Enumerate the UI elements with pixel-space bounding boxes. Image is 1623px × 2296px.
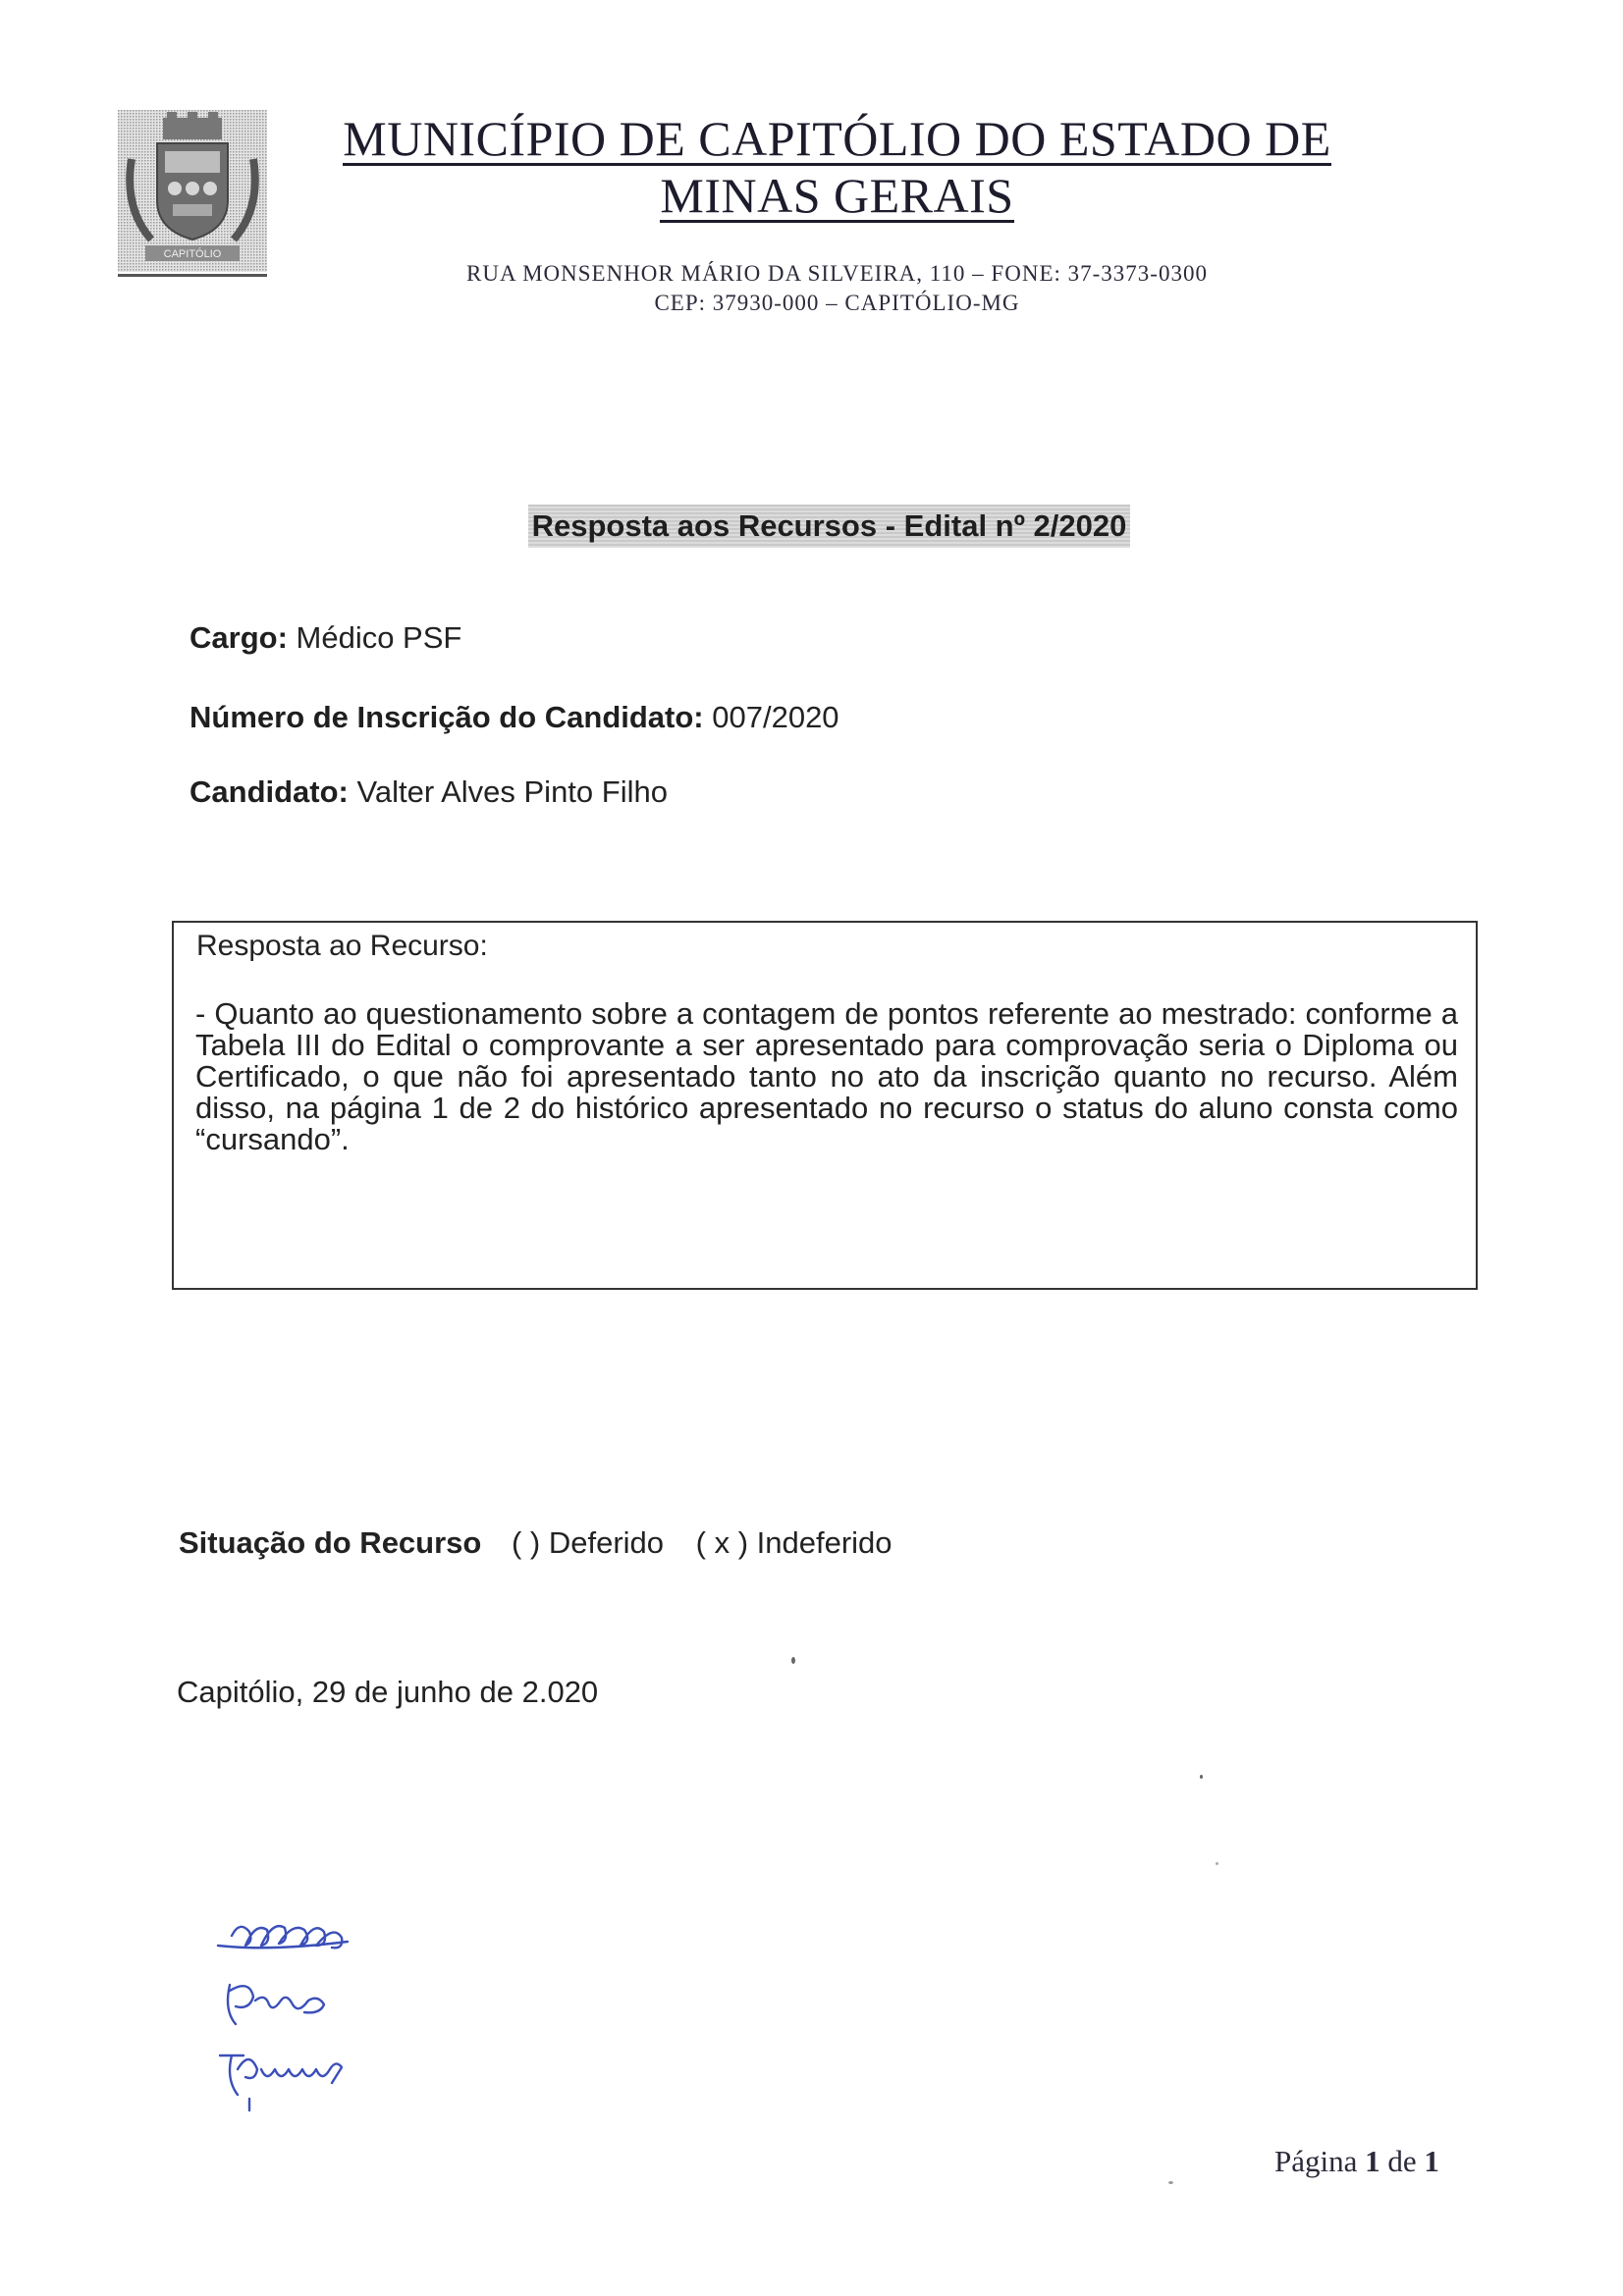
address-line-2: CEP: 37930-000 – CAPITÓLIO-MG <box>654 291 1020 315</box>
inscricao-value: 007/2020 <box>712 700 839 734</box>
title-line-2: MINAS GERAIS <box>660 168 1014 223</box>
page-footer <box>1274 2142 1439 2181</box>
page-current: 1 <box>1365 2144 1380 2178</box>
title-line-1: MUNICÍPIO DE CAPITÓLIO DO ESTADO DE <box>343 111 1331 166</box>
scan-speck <box>1168 2181 1173 2184</box>
document-heading-row <box>0 505 1623 548</box>
municipal-crest-logo <box>118 110 267 272</box>
cargo-field <box>189 618 461 658</box>
situacao-label: Situação do Recurso <box>179 1525 482 1560</box>
handwritten-signatures <box>210 1902 406 2138</box>
response-box <box>172 921 1478 1290</box>
page-of: de <box>1387 2144 1417 2178</box>
page-word: Página <box>1274 2144 1358 2178</box>
scan-speck <box>1216 1862 1218 1865</box>
inscricao-field <box>189 698 839 737</box>
address-line-1: RUA MONSENHOR MÁRIO DA SILVEIRA, 110 – FONE: 37-3373-0300 <box>466 261 1208 286</box>
date-line: Capitólio, 29 de junho de 2.020 <box>177 1675 599 1709</box>
cargo-label: Cargo: <box>189 620 288 655</box>
response-label: Resposta ao Recurso: <box>196 930 488 962</box>
page-total: 1 <box>1424 2144 1439 2178</box>
candidato-label: Candidato: <box>189 774 349 809</box>
signature-2 <box>228 1985 324 2024</box>
crest-underline <box>118 274 267 277</box>
municipality-address <box>295 259 1380 318</box>
signature-3 <box>220 2056 342 2110</box>
cargo-value: Médico PSF <box>296 620 462 655</box>
option-deferido: ( ) Deferido <box>511 1525 665 1560</box>
candidato-field <box>189 773 668 812</box>
document-heading: Resposta aos Recursos - Edital nº 2/2020 <box>528 505 1131 548</box>
scan-speck <box>791 1657 795 1664</box>
candidato-value: Valter Alves Pinto Filho <box>356 774 668 809</box>
inscricao-label: Número de Inscrição do Candidato: <box>189 700 704 734</box>
scan-speck <box>1200 1775 1203 1779</box>
municipality-title <box>295 110 1380 224</box>
option-indeferido: ( x ) Indeferido <box>695 1525 893 1560</box>
situacao-row <box>179 1522 893 1564</box>
response-body: - Quanto ao questionamento sobre a contagem de pontos referente ao mestrado: conforme a Tabela III do Edital o comprovante a ser apresentado para comprovação seria o Diploma ou Certificado, o que não foi apresentado tanto no ato da inscrição quanto no recurso. Além disso, na página 1 de 2 do histórico apresentado no recurso o status do aluno consta como “cursando”. <box>195 996 1458 1156</box>
signature-1 <box>218 1926 348 1948</box>
crest-ribbon-text: CAPITÓLIO <box>163 248 222 260</box>
